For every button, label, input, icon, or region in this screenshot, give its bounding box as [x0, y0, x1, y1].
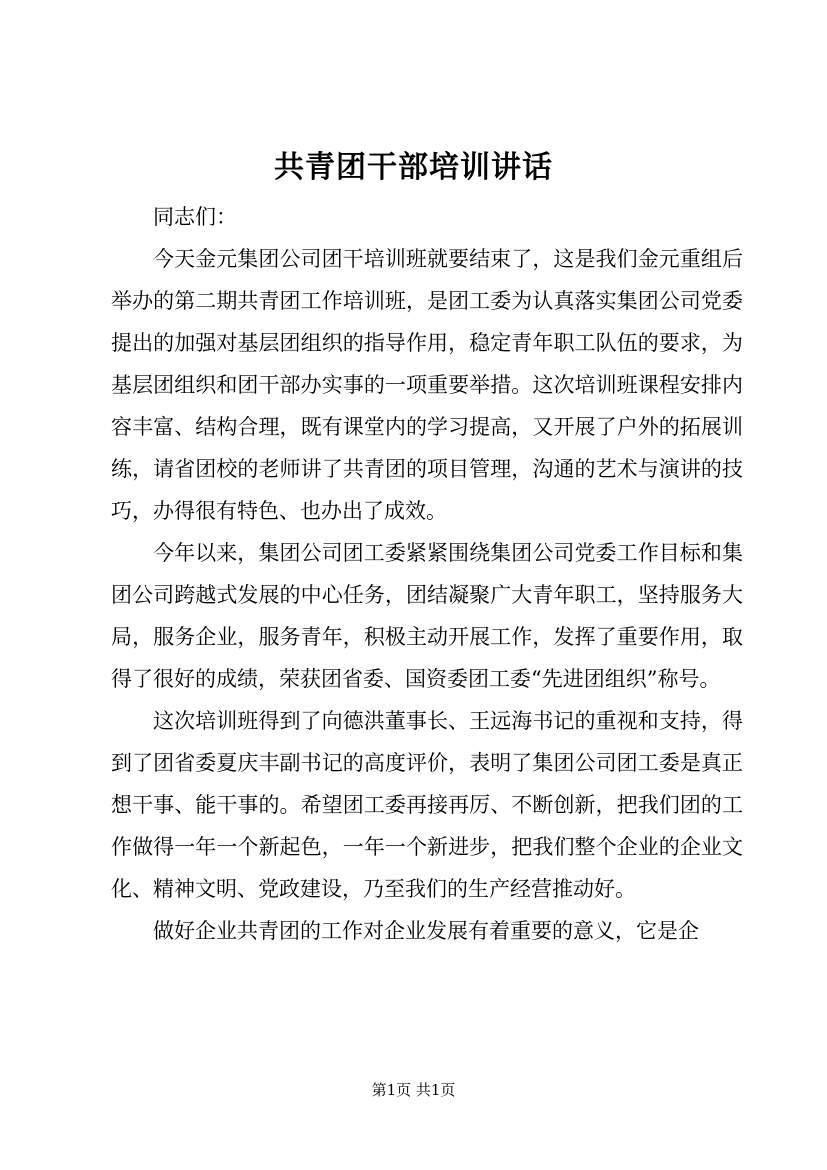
page-footer: 第1页 共1页 — [371, 1081, 456, 1099]
paragraph-4: 做好企业共青团的工作对企业发展有着重要的意义，它是企 — [153, 919, 699, 943]
document-title: 共青团干部培训讲话 — [274, 150, 553, 185]
paragraph-1: 今天金元集团公司团干培训班就要结束了，这是我们金元重组后举办的第二期共青团工作培训班，是团工委为认真落实集团公司党委提出的加强对基层团组织的指导作用，稳定青年职工队伍的要求，为基层团组织和团干部办实事的一项重要举措。这次培训班课程安排内容丰富、结构合理，既有课堂内的学习提高，又开展了户外的拓展训练，请省团校的老师讲了共青团的项目管理，沟通的艺术与演讲的技巧，办得很有特色、也办出了成效。 — [111, 247, 743, 523]
paragraph-3: 这次培训班得到了向德洪董事长、王远海书记的重视和支持，得到了团省委夏庆丰副书记的高度评价，表明了集团公司团工委是真正想干事、能干事的。希望团工委再接再厉、不断创新，把我们团的工作做得一年一个新起色，一年一个新进步，把我们整个企业的企业文化、精神文明、党政建设，乃至我们的生产经营推动好。 — [111, 709, 743, 901]
document-body — [111, 196, 743, 952]
salutation: 同志们： — [153, 205, 237, 229]
paragraph-2: 今年以来，集团公司团工委紧紧围绕集团公司党委工作目标和集团公司跨越式发展的中心任务，团结凝聚广大青年职工，坚持服务大局，服务企业，服务青年，积极主动开展工作，发挥了重要作用，取得了很好的成绩，荣获团省委、国资委团工委“先进团组织”称号。 — [111, 541, 743, 691]
